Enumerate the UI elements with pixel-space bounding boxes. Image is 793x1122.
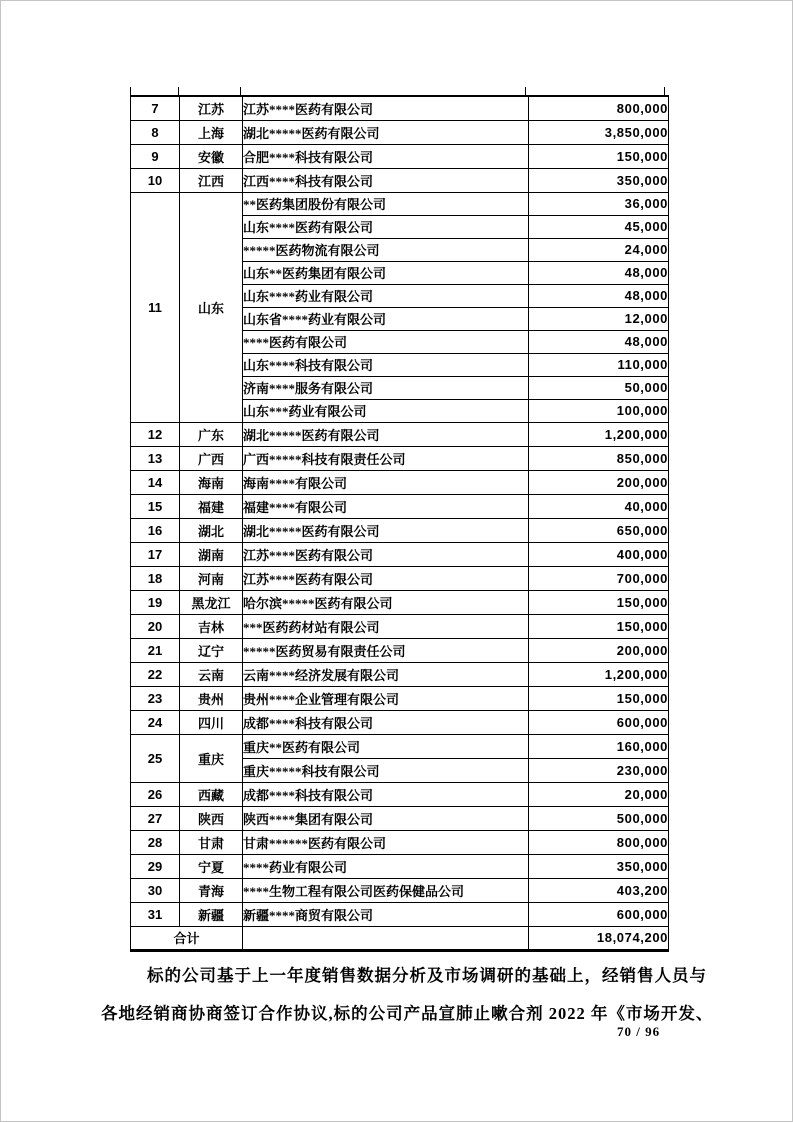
amount-cell: 20,000: [529, 782, 669, 806]
distributor-table: [130, 95, 669, 952]
seq-cell: 31: [131, 902, 180, 926]
table-row: [131, 686, 669, 710]
seq-cell: 8: [131, 120, 180, 144]
amount-cell: 150,000: [529, 590, 669, 614]
seq-cell: 7: [131, 96, 180, 120]
company-cell: 江苏****医药有限公司: [243, 542, 529, 566]
seq-cell: 9: [131, 144, 180, 168]
table-row: [131, 422, 669, 446]
amount-cell: 1,200,000: [529, 422, 669, 446]
company-cell: 湖北*****医药有限公司: [243, 422, 529, 446]
table-continuation-stub: [130, 87, 131, 96]
table-row: [131, 734, 669, 758]
province-cell: 黑龙江: [180, 590, 243, 614]
table-row: [131, 782, 669, 806]
table-row: [131, 542, 669, 566]
province-cell: 福建: [180, 494, 243, 518]
seq-cell: 19: [131, 590, 180, 614]
amount-cell: 45,000: [529, 215, 669, 238]
amount-cell: 200,000: [529, 470, 669, 494]
amount-cell: 800,000: [529, 96, 669, 120]
company-cell: ****药业有限公司: [243, 854, 529, 878]
amount-cell: 48,000: [529, 330, 669, 353]
amount-cell: 400,000: [529, 542, 669, 566]
company-cell: 甘肃******医药有限公司: [243, 830, 529, 854]
amount-cell: 700,000: [529, 566, 669, 590]
body-paragraph: [101, 957, 714, 1033]
company-cell: 成都****科技有限公司: [243, 782, 529, 806]
amount-cell: 850,000: [529, 446, 669, 470]
company-cell: 江西****科技有限公司: [243, 168, 529, 192]
company-cell: 成都****科技有限公司: [243, 710, 529, 734]
table-continuation-stub: [525, 87, 526, 96]
table-row: [131, 96, 669, 120]
company-cell: 云南****经济发展有限公司: [243, 662, 529, 686]
company-cell: 重庆**医药有限公司: [243, 734, 529, 758]
company-cell: 海南****有限公司: [243, 470, 529, 494]
amount-cell: 800,000: [529, 830, 669, 854]
seq-cell: 11: [131, 192, 180, 422]
table-row: [131, 638, 669, 662]
company-cell: 山东**医药集团有限公司: [243, 261, 529, 284]
paragraph-line: 标的公司基于上一年度销售数据分析及市场调研的基础上，经销售人员与: [147, 966, 707, 985]
amount-cell: 3,850,000: [529, 120, 669, 144]
company-cell: 江苏****医药有限公司: [243, 96, 529, 120]
company-cell: 山东***药业有限公司: [243, 399, 529, 422]
table-total-row: [131, 926, 669, 950]
amount-cell: 12,000: [529, 307, 669, 330]
seq-cell: 15: [131, 494, 180, 518]
total-label-cell: 合计: [131, 926, 243, 950]
amount-cell: 650,000: [529, 518, 669, 542]
company-cell: 广西*****科技有限责任公司: [243, 446, 529, 470]
seq-cell: 26: [131, 782, 180, 806]
table-row: [131, 662, 669, 686]
table-continuation-stub: [240, 87, 241, 96]
table-row: [131, 614, 669, 638]
table-continuation-stub: [664, 87, 665, 96]
amount-cell: 50,000: [529, 376, 669, 399]
province-cell: 安徽: [180, 144, 243, 168]
table-row: [131, 902, 669, 926]
seq-cell: 12: [131, 422, 180, 446]
province-cell: 贵州: [180, 686, 243, 710]
table-row: [131, 192, 669, 215]
amount-cell: 230,000: [529, 758, 669, 782]
seq-cell: 27: [131, 806, 180, 830]
seq-cell: 13: [131, 446, 180, 470]
seq-cell: 21: [131, 638, 180, 662]
company-cell: 山东****医药有限公司: [243, 215, 529, 238]
company-cell: 湖北*****医药有限公司: [243, 518, 529, 542]
amount-cell: 150,000: [529, 144, 669, 168]
company-cell: 陕西****集团有限公司: [243, 806, 529, 830]
province-cell: 宁夏: [180, 854, 243, 878]
table-row: [131, 710, 669, 734]
company-cell: 福建****有限公司: [243, 494, 529, 518]
table-row: [131, 120, 669, 144]
company-cell: 山东****科技有限公司: [243, 353, 529, 376]
province-cell: 重庆: [180, 734, 243, 782]
seq-cell: 30: [131, 878, 180, 902]
company-cell: *****医药贸易有限责任公司: [243, 638, 529, 662]
province-cell: 江苏: [180, 96, 243, 120]
company-cell: 哈尔滨*****医药有限公司: [243, 590, 529, 614]
province-cell: 辽宁: [180, 638, 243, 662]
amount-cell: 150,000: [529, 686, 669, 710]
province-cell: 四川: [180, 710, 243, 734]
page-number: 70 / 96: [617, 1024, 661, 1039]
table-row: [131, 830, 669, 854]
province-cell: 湖南: [180, 542, 243, 566]
province-cell: 广西: [180, 446, 243, 470]
table-row: [131, 566, 669, 590]
table-row: [131, 168, 669, 192]
company-cell: ***医药药材站有限公司: [243, 614, 529, 638]
province-cell: 河南: [180, 566, 243, 590]
company-cell: 山东省****药业有限公司: [243, 307, 529, 330]
seq-cell: 25: [131, 734, 180, 782]
table-row: [131, 470, 669, 494]
amount-cell: 1,200,000: [529, 662, 669, 686]
province-cell: 湖北: [180, 518, 243, 542]
company-cell: 重庆*****科技有限公司: [243, 758, 529, 782]
total-empty-cell: [243, 926, 529, 950]
table-row: [131, 446, 669, 470]
province-cell: 西藏: [180, 782, 243, 806]
seq-cell: 14: [131, 470, 180, 494]
table-row: [131, 854, 669, 878]
province-cell: 山东: [180, 192, 243, 422]
seq-cell: 18: [131, 566, 180, 590]
amount-cell: 48,000: [529, 284, 669, 307]
amount-cell: 600,000: [529, 710, 669, 734]
amount-cell: 110,000: [529, 353, 669, 376]
amount-cell: 24,000: [529, 238, 669, 261]
amount-cell: 200,000: [529, 638, 669, 662]
distributor-table-body: [131, 96, 669, 950]
amount-cell: 500,000: [529, 806, 669, 830]
seq-cell: 17: [131, 542, 180, 566]
total-amount-cell: 18,074,200: [529, 926, 669, 950]
amount-cell: 350,000: [529, 168, 669, 192]
company-cell: 济南****服务有限公司: [243, 376, 529, 399]
company-cell: 湖北*****医药有限公司: [243, 120, 529, 144]
table-area: [130, 87, 669, 952]
province-cell: 青海: [180, 878, 243, 902]
province-cell: 陕西: [180, 806, 243, 830]
amount-cell: 600,000: [529, 902, 669, 926]
table-continuation-stub: [178, 87, 179, 96]
company-cell: 合肥****科技有限公司: [243, 144, 529, 168]
company-cell: 江苏****医药有限公司: [243, 566, 529, 590]
seq-cell: 23: [131, 686, 180, 710]
province-cell: 甘肃: [180, 830, 243, 854]
seq-cell: 10: [131, 168, 180, 192]
province-cell: 上海: [180, 120, 243, 144]
seq-cell: 24: [131, 710, 180, 734]
amount-cell: 40,000: [529, 494, 669, 518]
province-cell: 江西: [180, 168, 243, 192]
company-cell: **医药集团股份有限公司: [243, 192, 529, 215]
province-cell: 广东: [180, 422, 243, 446]
amount-cell: 48,000: [529, 261, 669, 284]
amount-cell: 403,200: [529, 878, 669, 902]
table-row: [131, 494, 669, 518]
company-cell: 新疆****商贸有限公司: [243, 902, 529, 926]
province-cell: 云南: [180, 662, 243, 686]
seq-cell: 16: [131, 518, 180, 542]
company-cell: ****医药有限公司: [243, 330, 529, 353]
company-cell: *****医药物流有限公司: [243, 238, 529, 261]
amount-cell: 150,000: [529, 614, 669, 638]
table-row: [131, 144, 669, 168]
province-cell: 海南: [180, 470, 243, 494]
amount-cell: 350,000: [529, 854, 669, 878]
seq-cell: 20: [131, 614, 180, 638]
table-row: [131, 878, 669, 902]
table-row: [131, 590, 669, 614]
seq-cell: 29: [131, 854, 180, 878]
seq-cell: 22: [131, 662, 180, 686]
amount-cell: 36,000: [529, 192, 669, 215]
province-cell: 吉林: [180, 614, 243, 638]
paragraph-line: 各地经销商协商签订合作协议,标的公司产品宣肺止嗽合剂 2022 年《市场开发、: [101, 1004, 714, 1023]
amount-cell: 160,000: [529, 734, 669, 758]
amount-cell: 100,000: [529, 399, 669, 422]
company-cell: ****生物工程有限公司医药保健品公司: [243, 878, 529, 902]
table-row: [131, 518, 669, 542]
seq-cell: 28: [131, 830, 180, 854]
province-cell: 新疆: [180, 902, 243, 926]
table-row: [131, 806, 669, 830]
company-cell: 山东****药业有限公司: [243, 284, 529, 307]
company-cell: 贵州****企业管理有限公司: [243, 686, 529, 710]
